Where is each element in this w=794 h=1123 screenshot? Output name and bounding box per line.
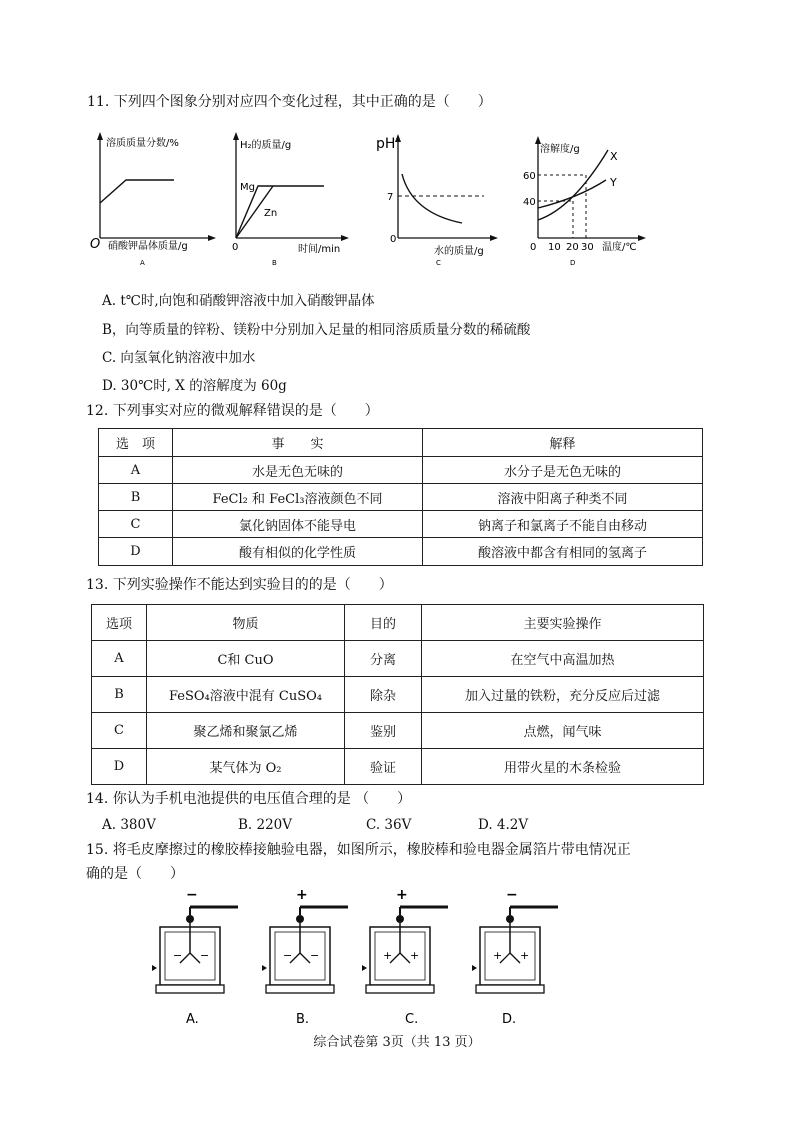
q11-option-a: A. t℃时,向饱和硝酸钾溶液中加入硝酸钾晶体	[102, 293, 375, 309]
graph-b-zn: Zn	[264, 208, 278, 219]
graph-b-xlabel: 时间/min	[298, 244, 341, 255]
rod-charge-sign: −	[186, 887, 198, 903]
graph-d-y40: 40	[523, 197, 536, 208]
graph-c	[372, 128, 502, 268]
q13-cell-substance: 某气体为 O₂	[147, 749, 345, 785]
q12-cell-fact: 氯化钠固体不能导电	[173, 511, 423, 538]
q13-header-operation: 主要实验操作	[422, 605, 704, 641]
q12-header-option: 选 项	[99, 429, 173, 457]
q13-header-row	[92, 605, 704, 641]
electroscope-b	[262, 887, 348, 993]
table-row	[99, 457, 703, 484]
electroscope-a-label: A.	[186, 1012, 199, 1027]
q13-header-substance: 物质	[147, 605, 345, 641]
electroscope-c-label: C.	[405, 1012, 419, 1027]
electroscope-b-label: B.	[296, 1012, 310, 1027]
graph-b-origin: 0	[232, 242, 239, 253]
graph-b	[228, 128, 353, 268]
q12-cell-explain: 酸溶液中都含有相同的氢离子	[423, 538, 703, 566]
leaf-charge-left: +	[493, 949, 503, 962]
q11-stem: 11. 下列四个图象分别对应四个变化过程，其中正确的是（ ）	[87, 94, 492, 110]
graph-b-ylabel: H₂的质量/g	[240, 140, 292, 151]
graph-d-t0: 0	[530, 242, 537, 253]
q13-cell-operation: 用带火星的木条检验	[422, 749, 704, 785]
leaf-charge-right: +	[410, 949, 420, 962]
q12-cell-option: A	[99, 457, 173, 484]
q12-cell-fact: 酸有相似的化学性质	[173, 538, 423, 566]
graph-d-y-curve	[538, 180, 606, 208]
q12-cell-option: D	[99, 538, 173, 566]
leaf-charge-left: −	[283, 949, 293, 962]
graph-a-tag: A	[140, 259, 145, 267]
leaf-charge-left: −	[173, 949, 183, 962]
rod-charge-sign: +	[396, 887, 408, 903]
q13-cell-purpose: 鉴别	[345, 713, 422, 749]
q15-stem-line1: 15. 将毛皮摩擦过的橡胶棒接触验电器，如图所示，橡胶棒和验电器金属箔片带电情况正	[86, 842, 631, 858]
graph-a-line	[100, 180, 174, 203]
q12-stem: 12. 下列事实对应的微观解释错误的是（ ）	[86, 403, 379, 419]
graph-a-ylabel: 溶质质量分数/%	[106, 138, 179, 149]
q13-cell-substance: 聚乙烯和聚氯乙烯	[147, 713, 345, 749]
leaf-charge-right: +	[520, 949, 530, 962]
table-row	[92, 749, 704, 785]
q12-cell-fact: FeCl₂ 和 FeCl₃溶液颜色不同	[173, 484, 423, 511]
q12-cell-explain: 钠离子和氯离子不能自由移动	[423, 511, 703, 538]
leaf-charge-right: −	[200, 949, 210, 962]
q13-cell-purpose: 除杂	[345, 677, 422, 713]
graph-d-x-label: X	[610, 150, 618, 163]
q12-cell-explain: 溶液中阳离子种类不同	[423, 484, 703, 511]
graph-b-mg: Mg	[240, 182, 255, 193]
graph-d-tag: D	[570, 259, 576, 267]
graph-d-y60: 60	[523, 171, 536, 182]
graph-d	[518, 128, 648, 268]
q13-cell-operation: 加入过量的铁粉，充分反应后过滤	[422, 677, 704, 713]
q13-table	[91, 604, 704, 785]
graph-c-xlabel: 水的质量/g	[434, 246, 484, 257]
q13-cell-operation: 在空气中高温加热	[422, 641, 704, 677]
q14-option-a: A. 380V	[102, 817, 156, 833]
q12-cell-explain: 水分子是无色无味的	[423, 457, 703, 484]
q14-option-b: B. 220V	[238, 817, 293, 833]
electroscope-c	[362, 887, 448, 993]
electroscope-a	[152, 887, 238, 993]
q13-cell-purpose: 分离	[345, 641, 422, 677]
electroscope-figures	[140, 885, 600, 1030]
q13-cell-substance: C和 CuO	[147, 641, 345, 677]
q14-option-c: C. 36V	[366, 817, 412, 833]
rod-charge-sign: −	[506, 887, 518, 903]
q13-cell-option: A	[92, 641, 147, 677]
leaf-charge-right: −	[310, 949, 320, 962]
graph-c-ylabel: pH	[376, 136, 396, 152]
electroscope-d	[472, 887, 558, 993]
q13-stem: 13. 下列实验操作不能达到实验目的的是（ ）	[86, 577, 393, 593]
table-row	[99, 538, 703, 566]
q12-header-fact: 事 实	[173, 429, 423, 457]
graph-b-mg-line	[236, 186, 324, 238]
graph-b-tag: B	[272, 259, 277, 267]
q12-table	[98, 428, 703, 566]
rod-charge-sign: +	[296, 887, 308, 903]
q14-option-d: D. 4.2V	[478, 817, 529, 833]
q12-header-explain: 解释	[423, 429, 703, 457]
q12-cell-fact: 水是无色无味的	[173, 457, 423, 484]
table-row	[92, 641, 704, 677]
q13-header-purpose: 目的	[345, 605, 422, 641]
graph-c-seven: 7	[387, 192, 394, 203]
graph-c-tag: C	[436, 259, 441, 267]
q13-cell-purpose: 验证	[345, 749, 422, 785]
table-row	[92, 713, 704, 749]
q13-cell-option: C	[92, 713, 147, 749]
graph-a-origin: O	[90, 237, 101, 252]
q11-option-d: D. 30℃时, X 的溶解度为 60g	[102, 378, 287, 394]
q13-header-option: 选项	[92, 605, 147, 641]
table-row	[99, 484, 703, 511]
q12-header-row	[99, 429, 703, 457]
graph-d-y-label: Y	[610, 176, 617, 189]
electroscope-d-label: D.	[502, 1012, 517, 1027]
q11-option-b: B，向等质量的锌粉、镁粉中分别加入足量的相同溶质质量分数的稀硫酸	[102, 322, 531, 338]
q14-stem: 14. 你认为手机电池提供的电压值合理的是 （ ）	[86, 791, 412, 807]
page-footer: 综合试卷第 3页（共 13 页）	[313, 1035, 481, 1050]
q11-option-c: C. 向氢氧化钠溶液中加水	[102, 350, 256, 366]
q15-stem-line2: 确的是（ ）	[86, 866, 184, 882]
graph-a	[88, 128, 218, 268]
q12-cell-option: B	[99, 484, 173, 511]
q13-cell-operation: 点燃，闻气味	[422, 713, 704, 749]
q13-cell-substance: FeSO₄溶液中混有 CuSO₄	[147, 677, 345, 713]
graph-a-xlabel: 硝酸钾晶体质量/g	[108, 241, 188, 252]
graph-d-xlabel: 温度/℃	[602, 242, 637, 253]
graph-d-t20: 20	[566, 242, 579, 253]
q12-cell-option: C	[99, 511, 173, 538]
graph-c-curve	[402, 174, 462, 223]
graph-d-t10: 10	[548, 242, 561, 253]
graph-d-t30: 30	[581, 242, 594, 253]
table-row	[99, 511, 703, 538]
q13-cell-option: B	[92, 677, 147, 713]
graph-d-ylabel: 溶解度/g	[540, 144, 580, 155]
q13-cell-option: D	[92, 749, 147, 785]
graph-c-origin: 0	[390, 234, 397, 245]
table-row	[92, 677, 704, 713]
leaf-charge-left: +	[383, 949, 393, 962]
